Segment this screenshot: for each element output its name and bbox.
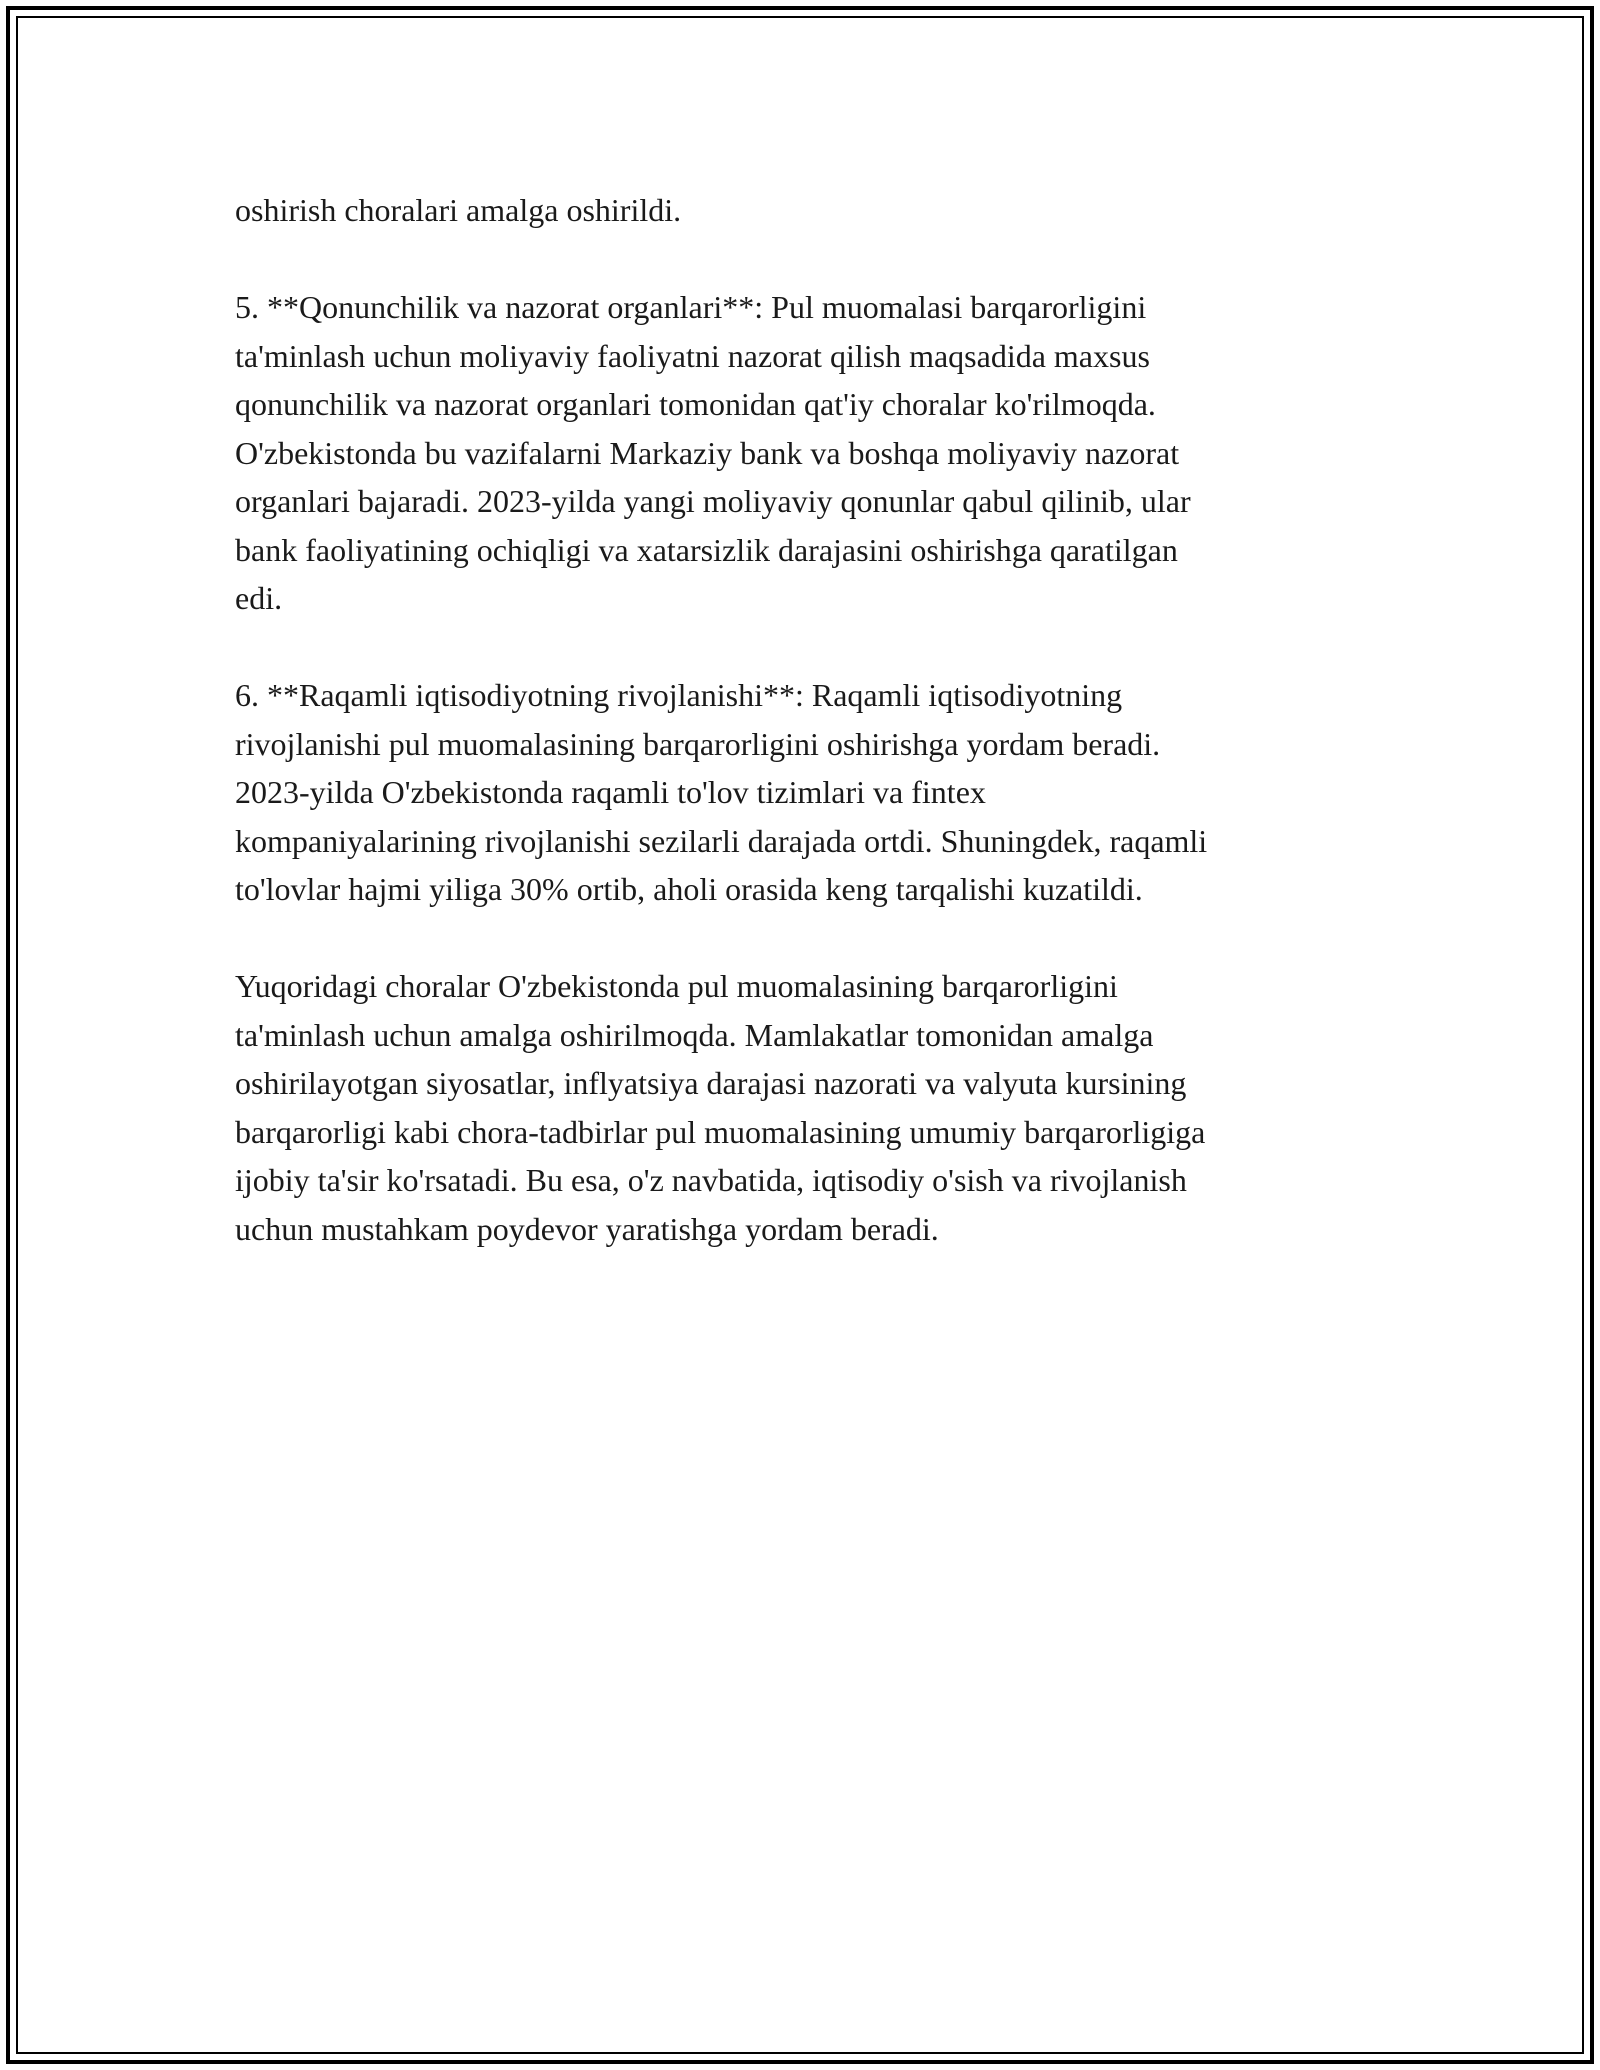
paragraph-item-5: 5. **Qonunchilik va nazorat organlari**: Pul muomalasi barqarorligini ta'minlash uchun moliyaviy faoliyatni nazorat qilish maqsadida maxsus qonunchilik va nazorat organlari tomonidan qat'iy choralar ko'rilmoqda. O'zbekistonda bu vazifalarni Markaziy bank va boshqa moliyaviy nazorat organlari bajaradi. 2023-yilda yangi moliyaviy qonunlar qabul qilinib, ular bank faoliyatining ochiqligi va xatarsizlik darajasini oshirishga qaratilgan edi. xyxy=(235,289,1191,616)
paragraph-conclusion: Yuqoridagi choralar O'zbekistonda pul muomalasining barqarorligini ta'minlash uchun amalga oshirilmoqda. Mamlakatlar tomonidan amalga oshirilayotgan siyosatlar, inflyatsiya darajasi nazorati va valyuta kursining barqarorligi kabi chora-tadbirlar pul muomalasining umumiy barqarorligiga ijobiy ta'sir ko'rsatadi. Bu esa, o'z navbatida, iqtisodiy o'sish va rivojlanish uchun mustahkam poydevor yaratishga yordam beradi. xyxy=(235,968,1206,1247)
paragraph-item-6: 6. **Raqamli iqtisodiyotning rivojlanishi**: Raqamli iqtisodiyotning rivojlanishi pul muomalasining barqarorligini oshirishga yordam beradi. 2023-yilda O'zbekistonda raqamli to'lov tizimlari va fintex kompaniyalarining rivojlanishi sezilarli darajada ortdi. Shuningdek, raqamli to'lovlar hajmi yiliga 30% ortib, aholi orasida keng tarqalishi kuzatildi. xyxy=(235,677,1208,907)
document-body xyxy=(235,186,1375,1302)
paragraph-continuation: oshirish choralari amalga oshirildi. xyxy=(235,192,682,228)
